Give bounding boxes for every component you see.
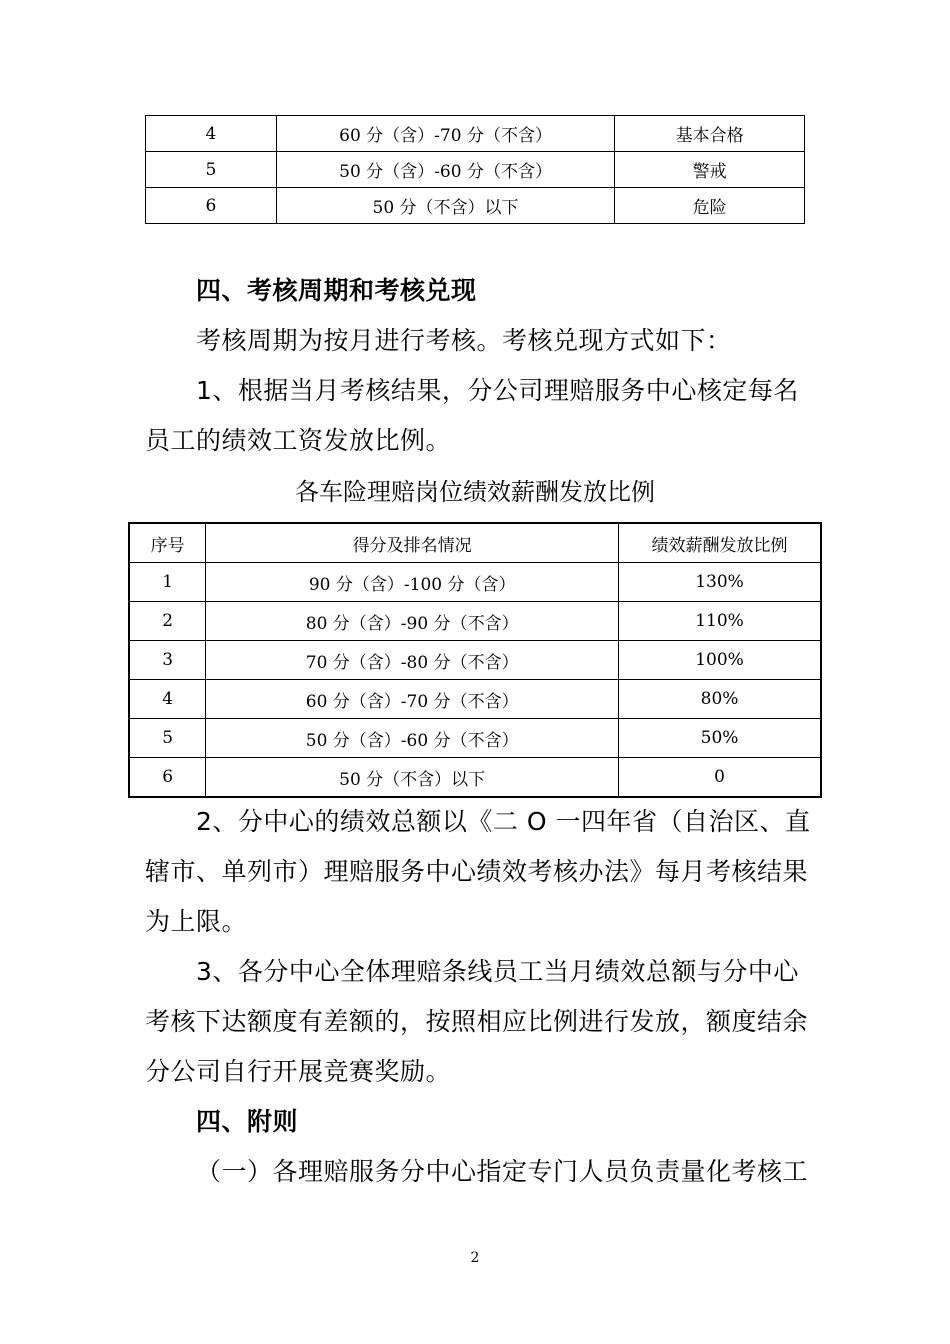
table-row <box>146 188 805 224</box>
score-range: 90 分（含）-100 分（含） <box>206 563 619 602</box>
paragraph-item2-line1: 2、分中心的绩效总额以《二 O 一四年省（自治区、直 <box>196 807 811 836</box>
paragraph-intro: 考核周期为按月进行考核。考核兑现方式如下： <box>196 326 732 355</box>
grade-level: 警戒 <box>615 152 805 188</box>
table-row <box>129 719 821 758</box>
grade-level: 危险 <box>615 188 805 224</box>
score-range: 70 分（含）-80 分（不含） <box>206 641 619 680</box>
row-index: 1 <box>129 563 206 602</box>
paragraph-item3-line2: 考核下达额度有差额的，按照相应比例进行发放，额度结余 <box>145 1007 809 1036</box>
row-index: 4 <box>129 680 206 719</box>
score-range: 50 分（不含）以下 <box>206 758 619 798</box>
appendix-heading: 四、附则 <box>196 1107 299 1136</box>
score-range: 50 分（含）-60 分（不含） <box>276 152 615 188</box>
paragraph-item3-line1: 3、各分中心全体理赔条线员工当月绩效总额与分中心 <box>196 957 799 986</box>
score-range: 60 分（含）-70 分（不含） <box>206 680 619 719</box>
score-range: 80 分（含）-90 分（不含） <box>206 602 619 641</box>
table-row <box>129 602 821 641</box>
payout-ratio: 0 <box>619 758 821 798</box>
payout-ratio: 50% <box>619 719 821 758</box>
row-index: 4 <box>146 116 277 152</box>
paragraph-appendix-line1: （一）各理赔服务分中心指定专门人员负责量化考核工 <box>196 1157 809 1186</box>
table-row <box>129 563 821 602</box>
paragraph-item2-line3: 为上限。 <box>145 907 248 936</box>
grade-level: 基本合格 <box>615 116 805 152</box>
row-index: 6 <box>129 758 206 798</box>
score-range: 50 分（含）-60 分（不含） <box>206 719 619 758</box>
page-number: 2 <box>470 1250 480 1266</box>
payout-ratio: 110% <box>619 602 821 641</box>
row-index: 2 <box>129 602 206 641</box>
table-row <box>129 680 821 719</box>
payout-ratio: 100% <box>619 641 821 680</box>
score-range: 60 分（含）-70 分（不含） <box>276 116 615 152</box>
table-row <box>146 116 805 152</box>
table-row <box>146 152 805 188</box>
header-score: 得分及排名情况 <box>206 523 619 563</box>
header-ratio: 绩效薪酬发放比例 <box>619 523 821 563</box>
section-heading: 四、考核周期和考核兑现 <box>196 276 477 305</box>
score-range: 50 分（不含）以下 <box>276 188 615 224</box>
table-header-row <box>129 523 821 563</box>
paragraph-item3-line3: 分公司自行开展竞赛奖励。 <box>145 1057 452 1086</box>
table-row <box>129 758 821 798</box>
row-index: 5 <box>129 719 206 758</box>
payout-ratio: 80% <box>619 680 821 719</box>
table-row <box>129 641 821 680</box>
table-caption: 各车险理赔岗位绩效薪酬发放比例 <box>295 478 655 506</box>
row-index: 5 <box>146 152 277 188</box>
row-index: 6 <box>146 188 277 224</box>
grade-table <box>145 115 805 224</box>
header-index: 序号 <box>129 523 206 563</box>
paragraph-item1-line2: 员工的绩效工资发放比例。 <box>145 426 452 455</box>
paragraph-item2-line2: 辖市、单列市）理赔服务中心绩效考核办法》每月考核结果 <box>145 857 809 886</box>
payout-ratio-table <box>128 522 822 798</box>
paragraph-item1-line1: 1、根据当月考核结果，分公司理赔服务中心核定每名 <box>196 376 799 405</box>
row-index: 3 <box>129 641 206 680</box>
payout-ratio: 130% <box>619 563 821 602</box>
